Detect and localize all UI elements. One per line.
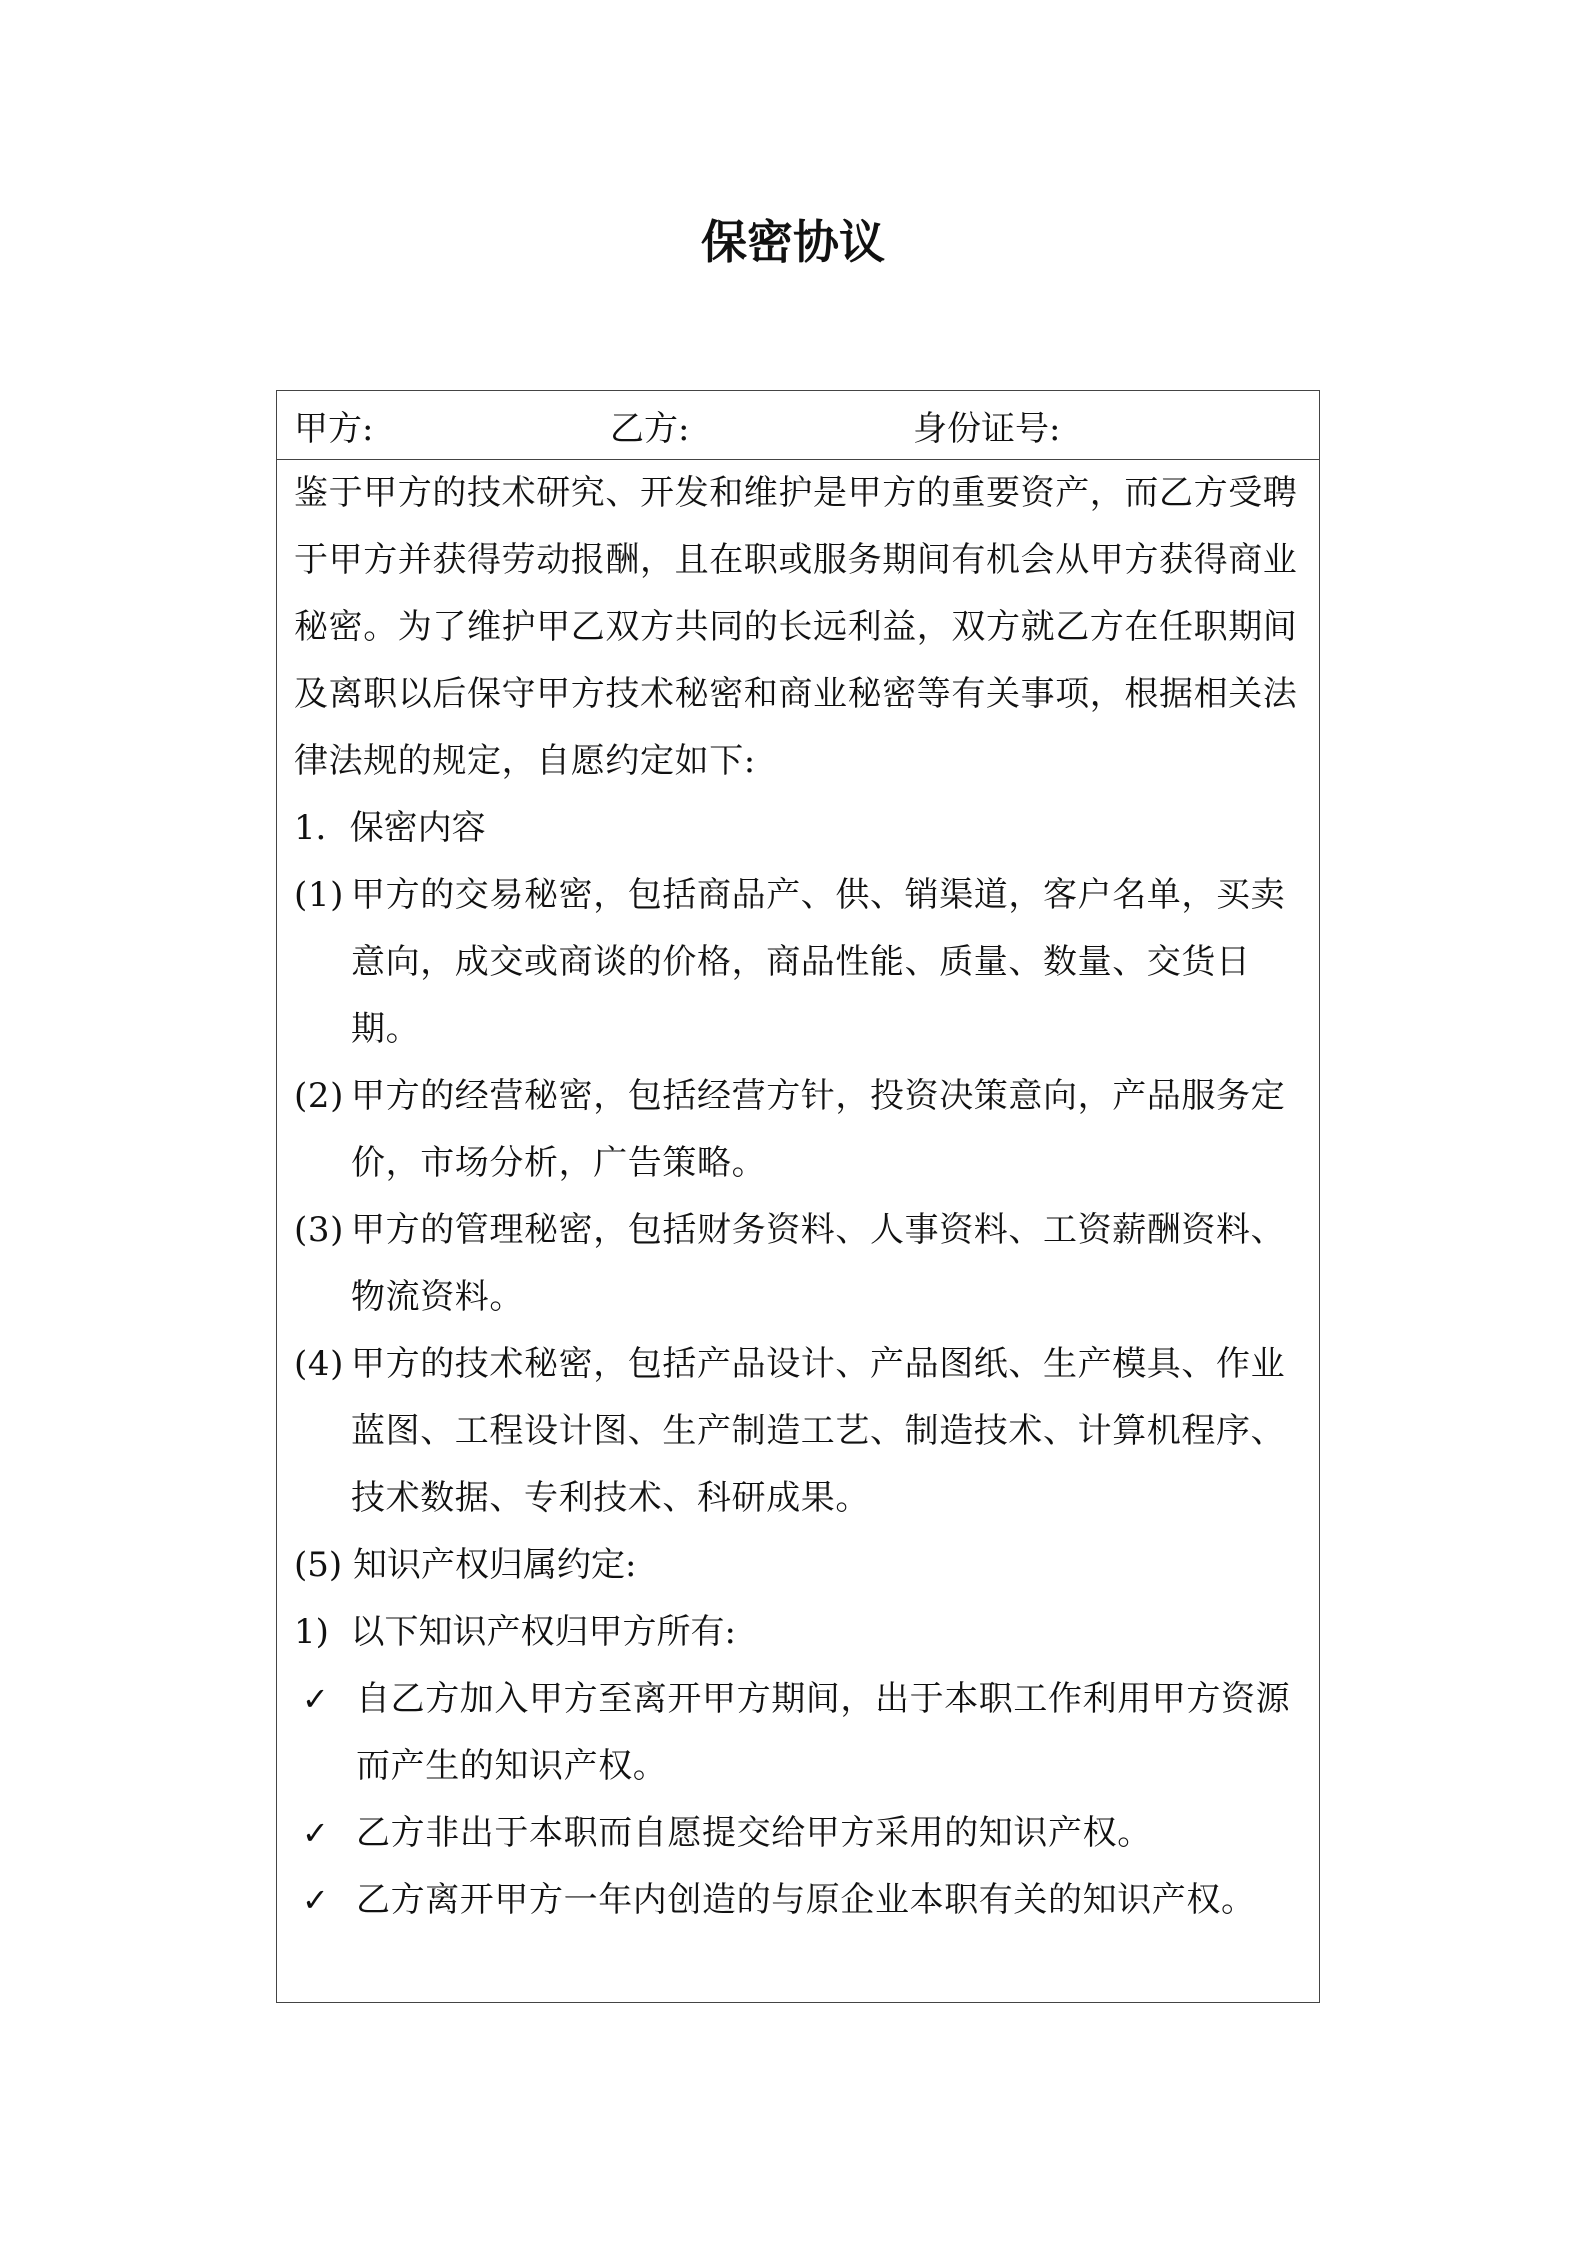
check-item-text: 乙方非出于本职而自愿提交给甲方采用的知识产权。 — [356, 1813, 1152, 1853]
list-item — [294, 1197, 1305, 1331]
item-marker: (2) — [294, 1076, 344, 1116]
check-icon: ✓ — [302, 1881, 330, 1919]
list-item — [294, 1331, 1305, 1532]
check-list-item — [294, 1867, 1305, 1934]
document-title: 保密协议 — [701, 215, 885, 269]
list-item — [294, 1063, 1305, 1197]
party-b-label: 乙方: — [610, 409, 690, 449]
check-icon: ✓ — [302, 1680, 330, 1718]
item-ip-ownership: (5) 知识产权归属约定: — [294, 1545, 637, 1585]
item-marker: (4) — [294, 1344, 344, 1384]
item-text: 甲方的经营秘密，包括经营方针，投资决策意向，产品服务定价，市场分析，广告策略。 — [351, 1076, 1286, 1183]
agreement-table — [276, 390, 1320, 2003]
section-confidential-content: 1．保密内容 — [294, 808, 486, 848]
item-text: 甲方的管理秘密，包括财务资料、人事资料、工资薪酬资料、物流资料。 — [351, 1210, 1286, 1317]
check-list-item — [294, 1800, 1305, 1867]
check-list-item — [294, 1666, 1305, 1800]
id-number-label: 身份证号: — [913, 409, 1061, 449]
item-text: 甲方的技术秘密，包括产品设计、产品图纸、生产模具、作业蓝图、工程设计图、生产制造工艺、制造技术、计算机程序、技术数据、专利技术、科研成果。 — [351, 1344, 1286, 1518]
item-marker: (1) — [294, 875, 344, 915]
party-a-label: 甲方: — [294, 409, 374, 449]
sub-item-ip-owned-by-party-a: 1) 以下知识产权归甲方所有: — [294, 1612, 736, 1652]
parties-row — [277, 391, 1319, 460]
preamble-paragraph: 鉴于甲方的技术研究、开发和维护是甲方的重要资产，而乙方受聘于甲方并获得劳动报酬，且在职或服务期间有机会从甲方获得商业秘密。为了维护甲乙双方共同的长远利益，双方就乙方在任职期间及离职以后保守甲方技术秘密和商业秘密等有关事项，根据相关法律法规的规定，自愿约定如下: — [294, 473, 1298, 781]
item-text: 甲方的交易秘密，包括商品产、供、销渠道，客户名单，买卖意向，成交或商谈的价格，商品性能、质量、数量、交货日期。 — [351, 875, 1286, 1049]
check-item-text: 乙方离开甲方一年内创造的与原企业本职有关的知识产权。 — [356, 1880, 1256, 1920]
list-item — [294, 862, 1305, 1063]
check-item-text: 自乙方加入甲方至离开甲方期间，出于本职工作利用甲方资源而产生的知识产权。 — [356, 1679, 1291, 1786]
check-icon: ✓ — [302, 1814, 330, 1852]
item-marker: (3) — [294, 1210, 344, 1250]
agreement-content — [277, 460, 1319, 1934]
